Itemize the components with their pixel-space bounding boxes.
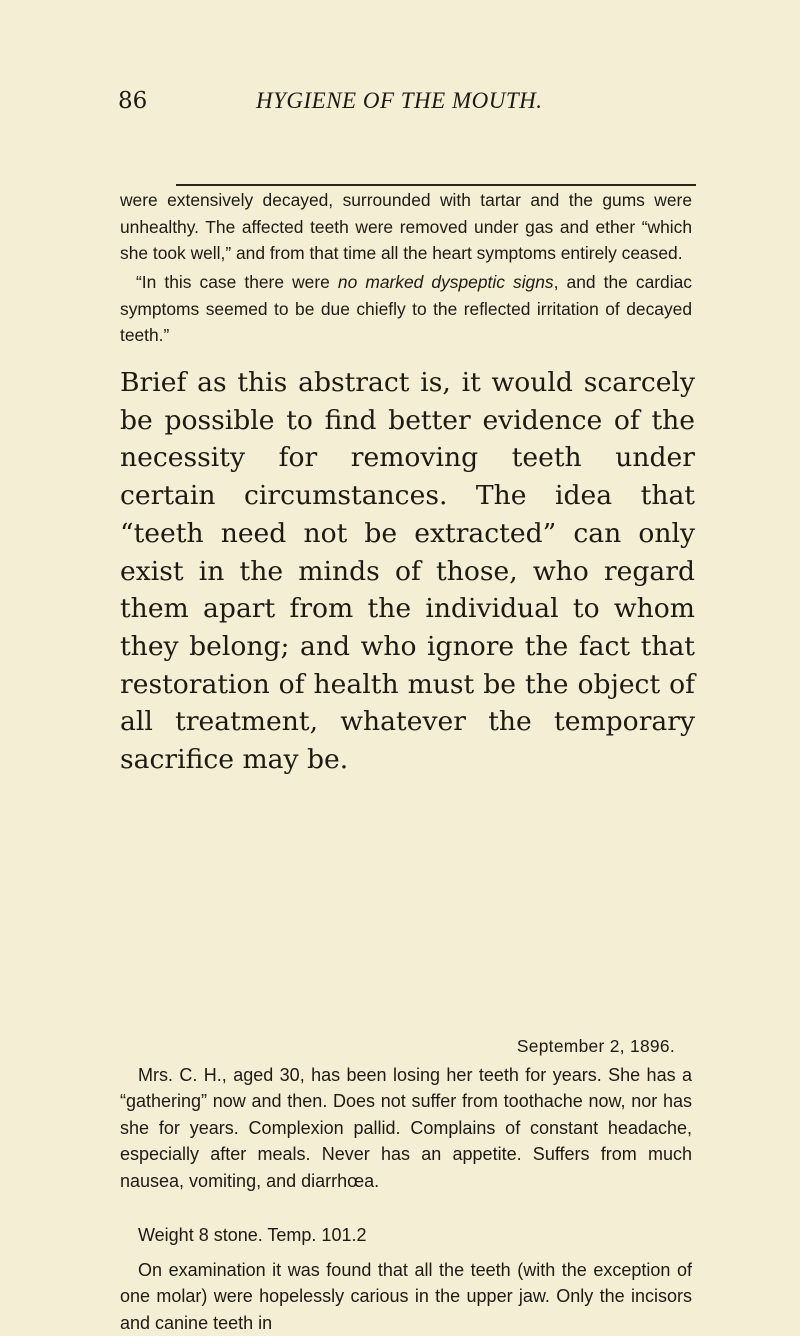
main-paragraph: Brief as this abstract is, it would scarcely be possible to find better evidence of the necessity for removing teeth under certain circumstances. The idea that “teeth need not be extracted” can only exist in the minds of those, who regard them apart from the individual to whom they belong; and who ignore the fact that restoration of health must be the object of all treatment, whatever the temporary sacrifice may be.	[120, 367, 695, 776]
case-examination: On examination it was found that all the teeth (with the exception of one molar) were hopelessly carious in the upper jaw. Only the incisors and canine teeth in	[120, 1260, 692, 1333]
case-vitals: Weight 8 stone. Temp. 101.2	[138, 1225, 367, 1245]
conclusion-italic-phrase: no marked dyspeptic signs	[337, 272, 554, 292]
running-title: HYGIENE OF THE MOUTH.	[256, 88, 543, 113]
conclusion-text-start: “In this case there were	[136, 272, 338, 292]
header-rule	[176, 184, 696, 186]
quoted-case-conclusion	[120, 269, 692, 349]
conclusion-text-end: , and the cardiac symptoms seemed to be due chiefly to the reflected irritation of decayed teeth.”	[120, 272, 692, 345]
page-header	[118, 88, 678, 128]
quoted-case-paragraph: were extensively decayed, surrounded with tartar and the gums were unhealthy. The affected teeth were removed under gas and ether “which she took well,” and from that time all the heart symptoms entirely ceased.	[120, 190, 692, 263]
case-date: September 2, 1896.	[516, 1036, 675, 1056]
page-number: 86	[118, 88, 148, 114]
case-history: Mrs. C. H., aged 30, has been losing her teeth for years. She has a “gathering” now and then. Does not suffer from toothache now, nor has she for years. Complexion pallid. Complains of constant headache, especially after meals. Never has an appetite. Suffers from much nausea, vomiting, and diarrhœa.	[120, 1065, 692, 1191]
